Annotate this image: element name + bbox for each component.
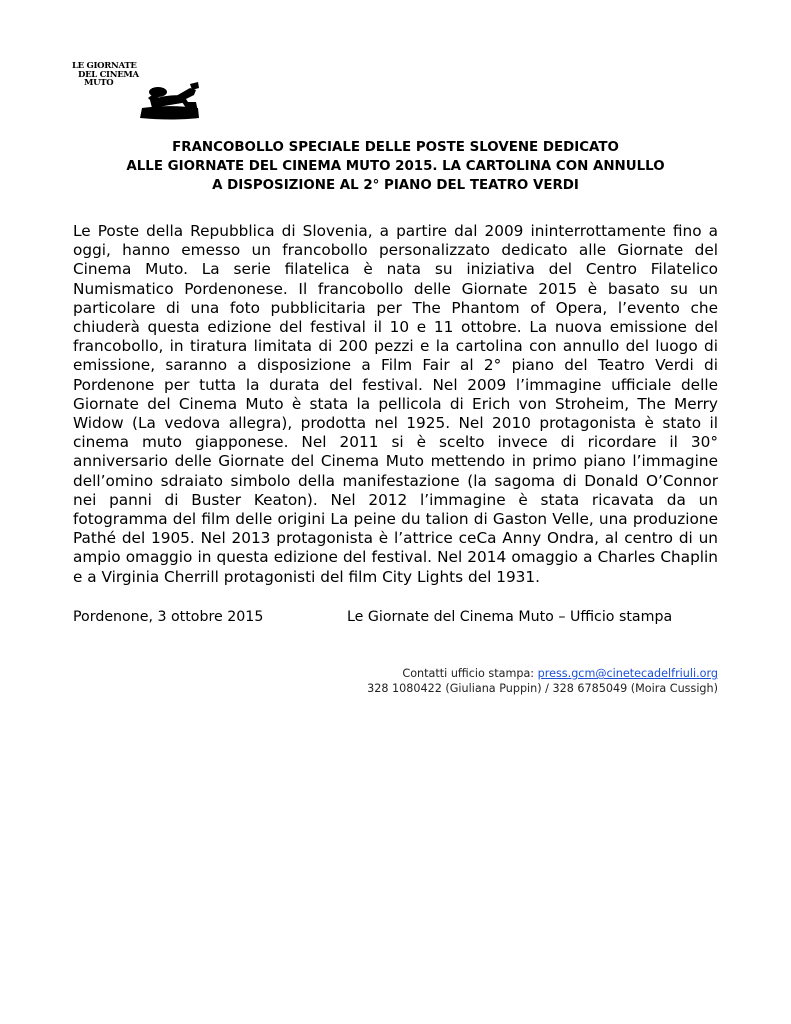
festival-logo [72, 62, 202, 122]
press-contacts [367, 667, 718, 696]
contacts-email-line [367, 667, 718, 682]
logo-line-1: LE GIORNATE [72, 61, 137, 71]
contacts-label: Contatti ufficio stampa: [402, 667, 538, 680]
press-email-link[interactable]: press.gcm@cinetecadelfriuli.org [537, 667, 718, 680]
contacts-phones: 328 1080422 (Giuliana Puppin) / 328 6785049 (Moira Cussigh) [367, 681, 718, 695]
press-office-signature: Le Giornate del Cinema Muto – Ufficio stampa [347, 609, 673, 625]
title-line-2: ALLE GIORNATE DEL CINEMA MUTO 2015. LA CARTOLINA CON ANNULLO [126, 159, 665, 174]
logo-line-3: MUTO [84, 78, 114, 88]
title-line-1: FRANCOBOLLO SPECIALE DELLE POSTE SLOVENE DEDICATO [172, 140, 619, 155]
logo-line-2: DEL CINEMA [78, 69, 139, 80]
title-line-3: A DISPOSIZIONE AL 2° PIANO DEL TEATRO VERDI [212, 178, 579, 193]
logo-wordmark [72, 62, 139, 88]
body-paragraph: Le Poste della Repubblica di Slovenia, a partire dal 2009 ininterrottamente fino a oggi, hanno emesso un francobollo personalizzato dedicato alle Giornate del Cinema Muto. La serie filatelica è nata su iniziativa del Centro Filatelico Numismatico Pordenonese. Il francobollo delle Giornate 2015 è basato su un particolare di una foto pubblicitaria per The Phantom of Opera, l’evento che chiuderà questa edizione del festival il 10 e 11 ottobre. La nuova emissione del francobollo, in tiratura limitata di 200 pezzi e la cartolina con annullo del luogo di emissione, saranno a disposizione a Film Fair al 2° piano del Teatro Verdi di Pordenone per tutta la durata del festival. Nel 2009 l’immagine ufficiale delle Giornate del Cinema Muto è stata la pellicola di Erich von Stroheim, The Merry Widow (La vedova allegra), prodotta nel 1925. Nel 2010 protagonista è stato il cinema muto giapponese. Nel 2011 si è scelto invece di ricordare il 30° anniversario delle Giornate del Cinema Muto mettendo in primo piano l’immagine dell’omino sdraiato simbolo della manifestazione (la sagoma di Donald O’Connor nei panni di Buster Keaton). Nel 2012 l’immagine è stata ricavata da un fotogramma del film delle origini La peine du talion di Gaston Velle, una produzione Pathé del 1905. Nel 2013 protagonista è l’attrice ceCa Anny Ondra, al centro di un ampio omaggio in questa edizione del festival. Nel 2014 omaggio a Charles Chaplin e a Virginia Cherrill protagonisti del film City Lights del 1931. [73, 222, 718, 586]
place-and-date: Pordenone, 3 ottobre 2015 [73, 609, 264, 625]
press-release-title [72, 138, 719, 195]
